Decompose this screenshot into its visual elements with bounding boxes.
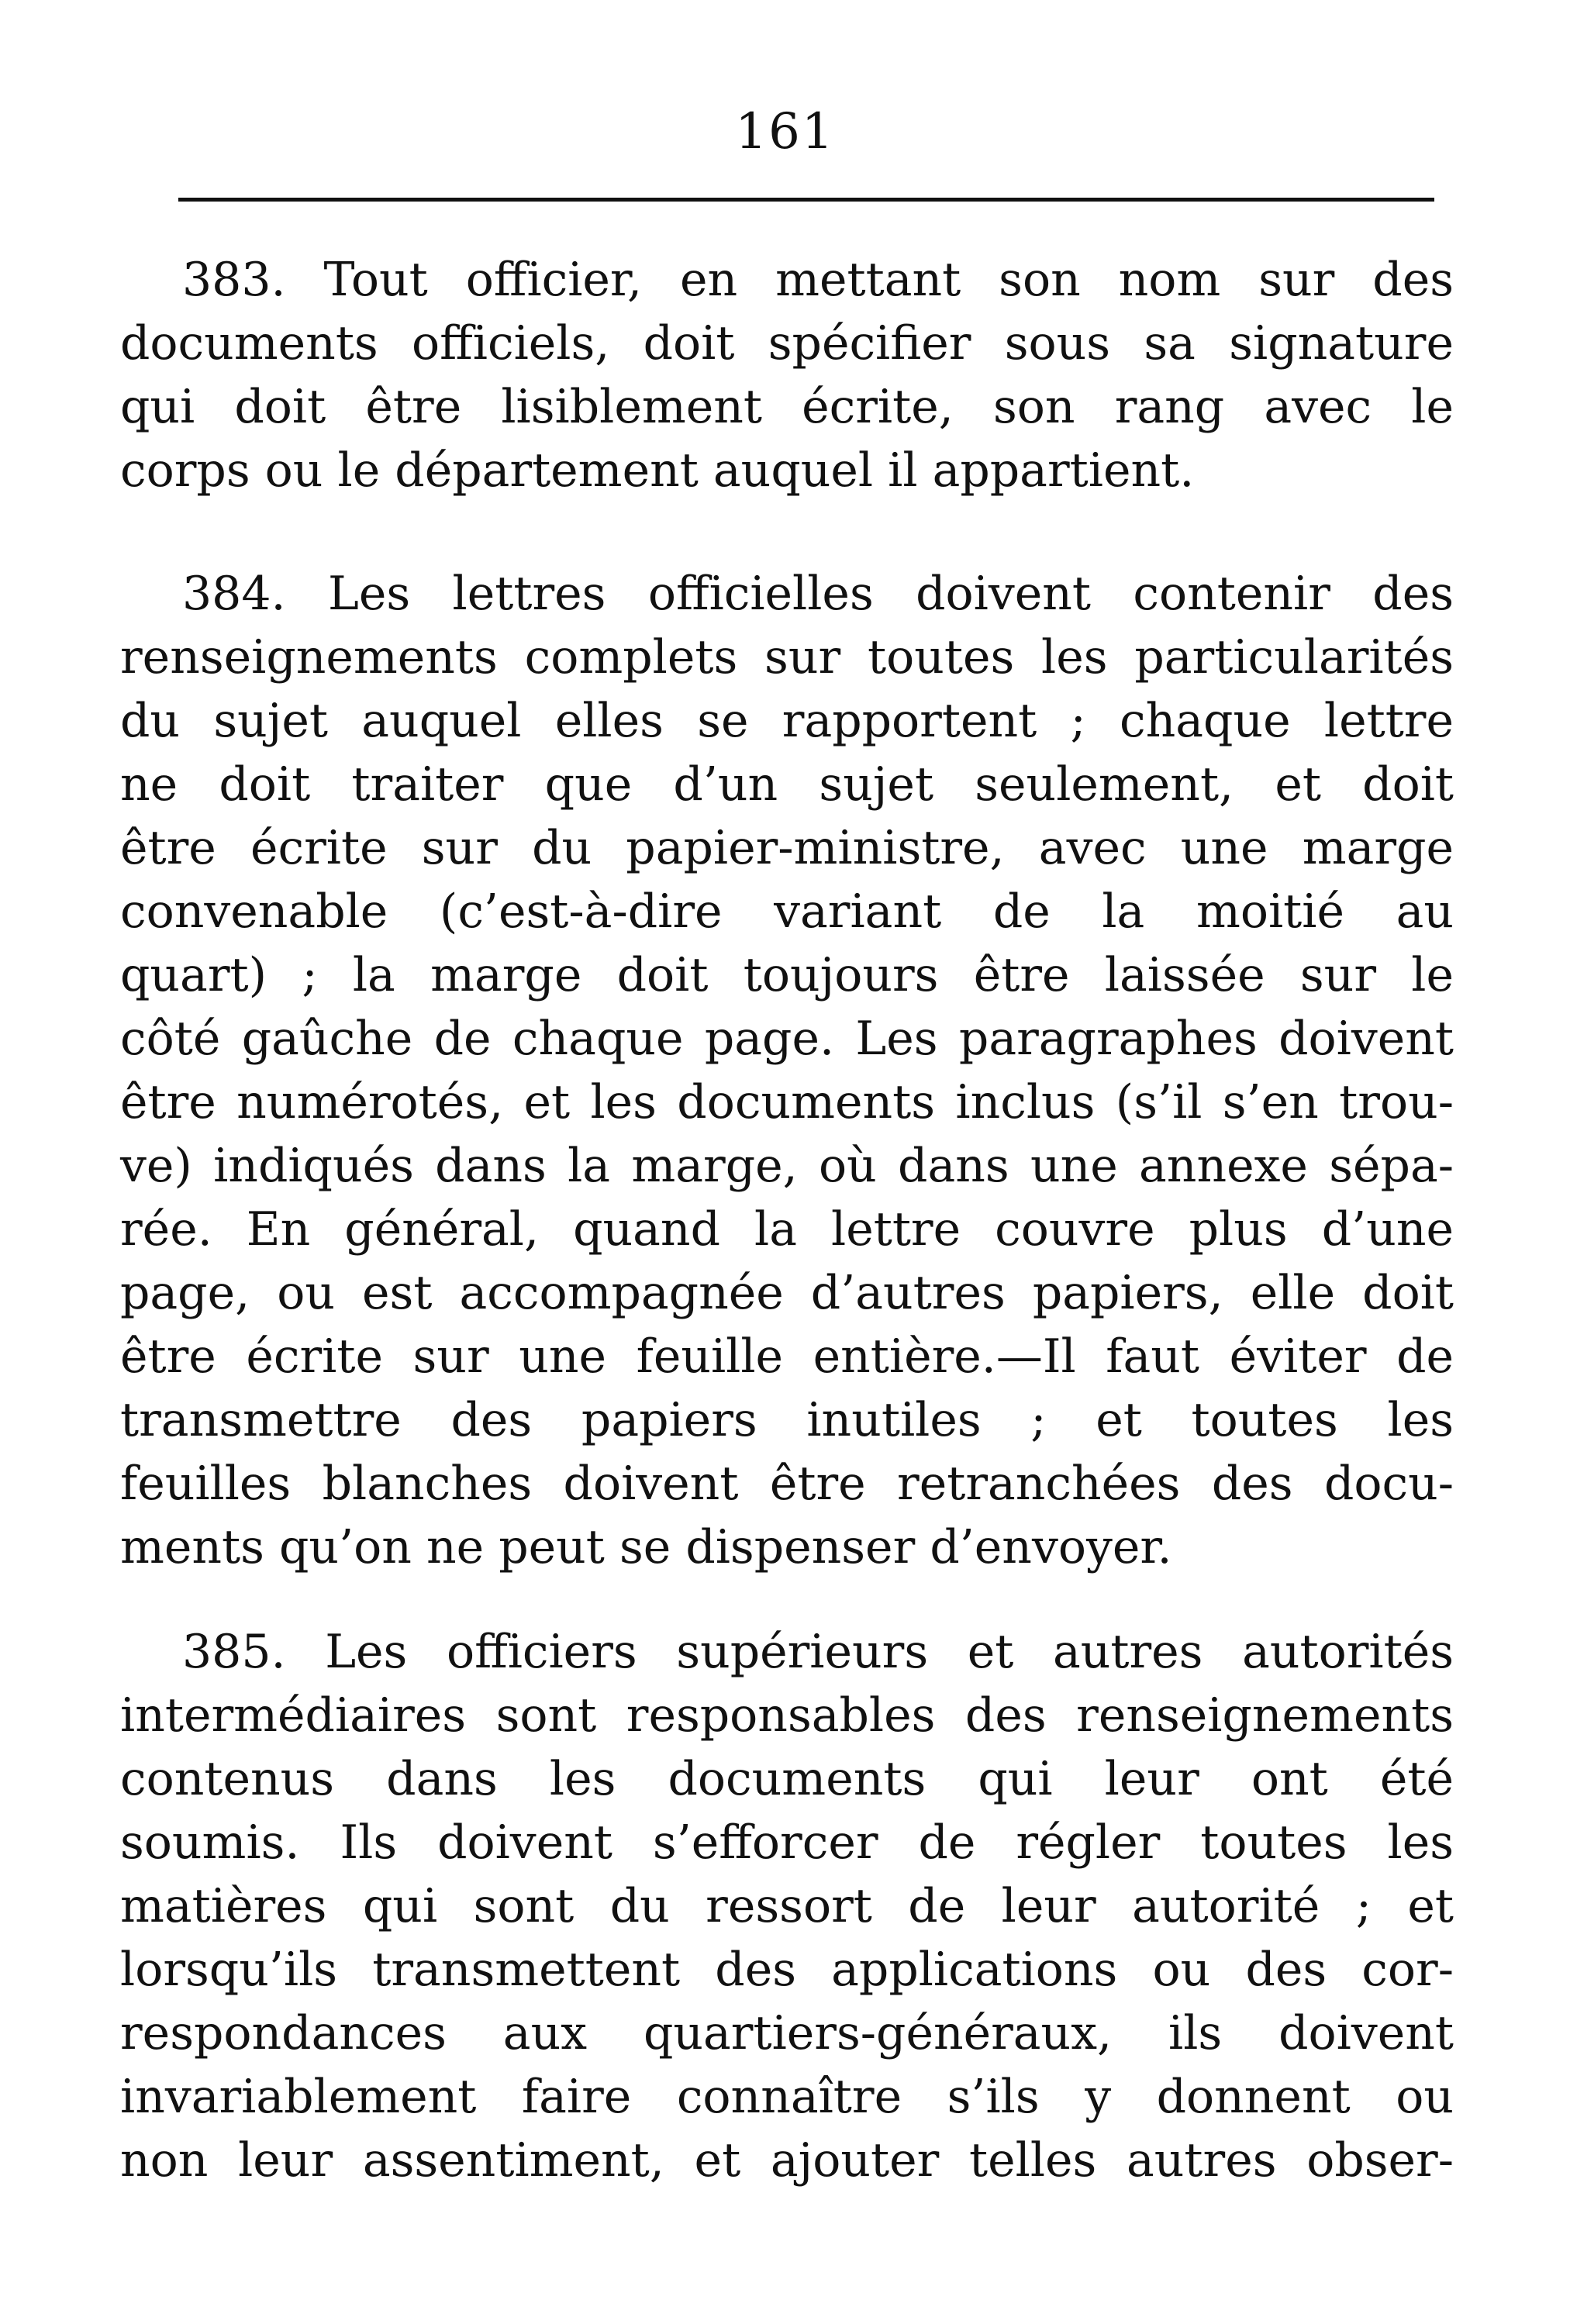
- text-line: être numérotés, et les documents inclus (s’il s’en trou-: [120, 1075, 1454, 1129]
- paragraph-383: [120, 248, 1454, 502]
- text-line: être écrite sur une feuille entière.—Il faut éviter de: [120, 1329, 1454, 1384]
- text-line: du sujet auquel elles se rapportent ; chaque lettre: [120, 694, 1454, 748]
- text-line: quart) ; la marge doit toujours être laissée sur le: [120, 948, 1454, 1002]
- text-line: intermédiaires sont responsables des renseignements: [120, 1688, 1454, 1743]
- text-line: convenable (c’est-à-dire variant de la moitié au: [120, 884, 1454, 939]
- text-line: respondances aux quartiers-généraux, ils doivent: [120, 2006, 1454, 2060]
- text-line: 384. Les lettres officielles doivent contenir des: [182, 567, 1454, 621]
- paragraph-384: [120, 562, 1454, 1579]
- text-line: soumis. Ils doivent s’efforcer de régler toutes les: [120, 1815, 1454, 1870]
- text-line: ve) indiqués dans la marge, où dans une annexe sépa-: [120, 1139, 1454, 1193]
- text-line: transmettre des papiers inutiles ; et toutes les: [120, 1393, 1454, 1447]
- text-line: être écrite sur du papier-ministre, avec une marge: [120, 821, 1454, 875]
- header-rule: [178, 198, 1434, 202]
- text-line: lorsqu’ils transmettent des applications ou des cor-: [120, 1943, 1454, 1997]
- page-number: 161: [735, 103, 835, 160]
- text-line: page, ou est accompagnée d’autres papiers, elle doit: [120, 1266, 1454, 1320]
- text-line: corps ou le département auquel il appartient.: [120, 443, 1195, 498]
- text-line: rée. En général, quand la lettre couvre plus d’une: [120, 1202, 1454, 1257]
- text-line: non leur assentiment, et ajouter telles autres obser-: [120, 2133, 1454, 2188]
- text-line: matières qui sont du ressort de leur autorité ; et: [120, 1879, 1454, 1933]
- text-line: invariablement faire connaître s’ils y donnent ou: [120, 2070, 1454, 2124]
- text-line: renseignements complets sur toutes les particularités: [120, 630, 1454, 684]
- text-line: 383. Tout officier, en mettant son nom sur des: [182, 253, 1454, 307]
- text-line: 385. Les officiers supérieurs et autres autorités: [182, 1625, 1454, 1679]
- paragraph-385: [120, 1620, 1454, 2192]
- text-line: ne doit traiter que d’un sujet seulement, et doit: [120, 757, 1454, 812]
- text-line: contenus dans les documents qui leur ont été: [120, 1752, 1454, 1806]
- text-line: qui doit être lisiblement écrite, son rang avec le: [120, 380, 1454, 434]
- text-line: ments qu’on ne peut se dispenser d’envoyer.: [120, 1520, 1172, 1574]
- text-line: feuilles blanches doivent être retranchées des docu-: [120, 1457, 1454, 1511]
- text-line: côté gaûche de chaque page. Les paragraphes doivent: [120, 1012, 1454, 1066]
- text-line: documents officiels, doit spécifier sous sa signature: [120, 316, 1454, 371]
